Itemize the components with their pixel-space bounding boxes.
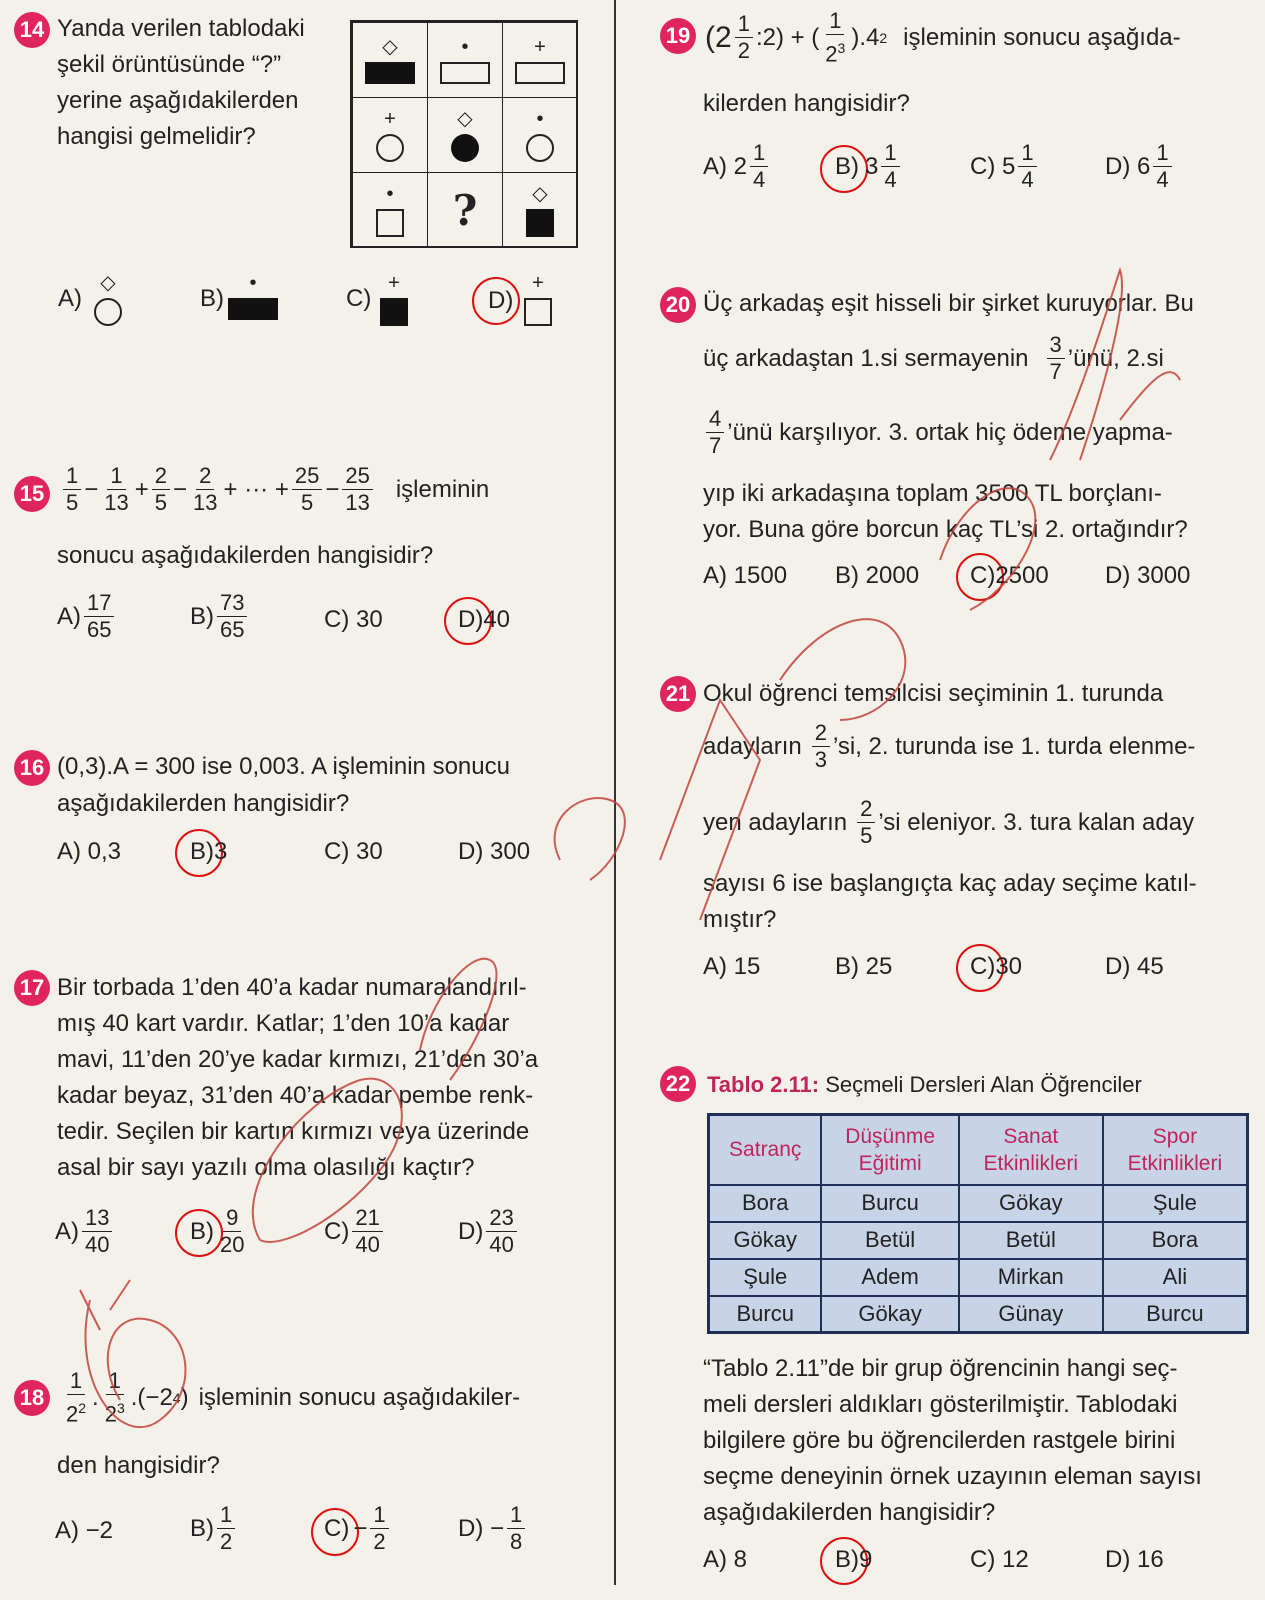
q17-option-d[interactable]: D) $\frac{23}{40}$ — [458, 1205, 520, 1258]
q16-option-a[interactable]: A) 0,3 — [57, 838, 122, 865]
q19-option-c[interactable]: C) 5 $\frac{1}{4}$ — [970, 140, 1040, 193]
q17-option-b[interactable]: B) $\frac{9}{20}$ — [190, 1205, 245, 1257]
q21-option-d[interactable]: D) 45 — [1105, 953, 1164, 980]
question-14-number: 14 — [14, 12, 50, 48]
q21-text-line-5: mıştır? — [703, 906, 777, 933]
question-17-number: 17 — [14, 970, 50, 1006]
q18-option-a[interactable]: A) −2 — [55, 1517, 114, 1544]
grid-cell-1-1 — [352, 22, 428, 98]
q20-text-line-5: yor. Buna göre borcun kaç TL’si 2. ortağındır? — [703, 516, 1188, 543]
q14-text-line-1: Yanda verilen tablodaki — [57, 15, 305, 42]
question-21-number: 21 — [660, 676, 696, 712]
q19-option-a[interactable]: A) 2 $\frac{1}{4}$ — [703, 140, 771, 193]
q20-text-line-2: üç arkadaştan 1.si sermayenin $\frac{3}{7}$ ’ünü, 2.si — [703, 332, 1164, 384]
q14-text-line-4: hangisi gelmelidir? — [57, 123, 256, 150]
q19-expression: (2 $\frac{1}{2}$ :2) + ( $\frac{1}{2^3}$ ).4 2 işleminin sonucu aşağıda- — [705, 8, 1181, 67]
q20-option-d[interactable]: D) 3000 — [1105, 562, 1191, 589]
q22-text-line-3: bilgilere göre bu öğrencilerden rastgele birini — [703, 1427, 1176, 1454]
table-header: Düşünme Eğitimi — [821, 1115, 958, 1185]
q17-text-line-5: tedir. Seçilen bir kartın kırmızı veya üzerinde — [57, 1118, 530, 1145]
grid-cell-3-3 — [502, 172, 578, 248]
q17-text-line-1: Bir torbada 1’den 40’a kadar numaralandırıl- — [57, 974, 527, 1001]
q16-option-c[interactable]: C) 30 — [324, 838, 383, 865]
q18-option-c[interactable]: C) − $\frac{1}{2}$ — [324, 1502, 392, 1555]
q15-expression: $\frac{1}{5}$ − $\frac{1}{13}$ + $\frac{2}{5}$ − $\frac{2}{13}$ + ··· + $\frac{25}{5}$ − $\frac{25}{13}$ işleminin — [60, 463, 489, 516]
q20-option-c[interactable]: C) 2500 — [970, 562, 1049, 589]
q19-option-d[interactable]: D) 6 $\frac{1}{4}$ — [1105, 140, 1175, 193]
question-18-number: 18 — [14, 1380, 50, 1416]
filled-circle-shape — [451, 134, 479, 162]
table-row: Gökay Betül Betül Bora — [709, 1222, 1248, 1259]
filled-square-shape — [380, 298, 408, 326]
q14-option-b-figure — [228, 272, 278, 320]
grid-cell-1-3 — [502, 22, 578, 98]
filled-rectangle-shape — [228, 298, 278, 320]
plus-icon: + — [388, 272, 400, 294]
q22-option-d[interactable]: D) 16 — [1105, 1546, 1164, 1573]
empty-square-shape — [376, 209, 404, 237]
grid-cell-2-2 — [427, 97, 503, 173]
q14-option-d-figure — [524, 272, 552, 326]
table-row: Burcu Gökay Günay Burcu — [709, 1296, 1248, 1333]
q14-option-a-figure — [94, 272, 122, 326]
q20-text-line-3: $\frac{4}{7}$ ’ünü karşılıyor. 3. ortak hiç ödeme yapma- — [703, 406, 1173, 459]
q19-option-b[interactable]: B) 3 $\frac{1}{4}$ — [835, 140, 903, 193]
question-16-number: 16 — [14, 750, 50, 786]
question-19-number: 19 — [660, 18, 696, 54]
q22-elective-table — [707, 1113, 1249, 1334]
q21-option-b[interactable]: B) 25 — [835, 953, 893, 980]
q14-option-c-figure — [380, 272, 408, 326]
q22-text-line-1: “Tablo 2.11”de bir grup öğrencinin hangi seç- — [703, 1355, 1178, 1382]
q21-text-line-3: yen adayların $\frac{2}{5}$ ’si eleniyor. 3. tura kalan aday — [703, 796, 1195, 848]
q14-option-b[interactable]: B) — [200, 285, 224, 312]
q18-text-line-2: den hangisidir? — [57, 1452, 220, 1479]
q14-option-c[interactable]: C) — [346, 285, 372, 312]
q20-text-line-4: yıp iki arkadaşına toplam 3500 TL borçlanı- — [703, 480, 1162, 507]
diamond-icon: ◇ — [100, 272, 116, 294]
q21-text-line-1: Okul öğrenci temsilcisi seçiminin 1. turunda — [703, 680, 1164, 707]
column-divider — [614, 0, 616, 1585]
table-row: Şule Adem Mirkan Ali — [709, 1259, 1248, 1296]
table-row: Bora Burcu Gökay Şule — [709, 1185, 1248, 1222]
empty-rectangle-shape — [515, 62, 565, 84]
q16-option-b[interactable]: B) 3 — [190, 838, 228, 865]
plus-icon: + — [384, 108, 396, 130]
q22-text-line-4: seçme deneyinin örnek uzayının eleman sayısı — [703, 1463, 1202, 1490]
q22-text-line-5: aşağıdakilerden hangisidir? — [703, 1499, 996, 1526]
q15-option-a[interactable]: A) $\frac{17}{65}$ — [57, 590, 117, 643]
q20-text-line-1: Üç arkadaş eşit hisseli bir şirket kuruyorlar. Bu — [703, 290, 1194, 317]
table-header: Satranç — [709, 1115, 822, 1185]
empty-rectangle-shape — [440, 62, 490, 84]
dot-icon: • — [461, 36, 469, 58]
q22-option-a[interactable]: A) 8 — [703, 1546, 748, 1573]
q17-option-a[interactable]: A) $\frac{13}{40}$ — [55, 1205, 115, 1258]
diamond-icon: ◇ — [532, 183, 548, 205]
diamond-icon: ◇ — [457, 108, 473, 130]
q18-option-d[interactable]: D) − $\frac{1}{8}$ — [458, 1502, 528, 1555]
q16-text-line-1: (0,3).A = 300 ise 0,003. A işleminin sonucu — [57, 753, 510, 780]
question-20-number: 20 — [660, 287, 696, 323]
q17-option-c[interactable]: C) $\frac{21}{40}$ — [324, 1205, 386, 1258]
filled-rectangle-shape — [365, 62, 415, 84]
q14-pattern-grid — [350, 20, 578, 248]
q20-option-a[interactable]: A) 1500 — [703, 562, 788, 589]
question-15-number: 15 — [14, 476, 50, 512]
dot-icon: • — [386, 183, 394, 205]
grid-cell-3-1 — [352, 172, 428, 248]
grid-cell-1-2 — [427, 22, 503, 98]
empty-circle-shape — [376, 134, 404, 162]
q21-option-c[interactable]: C) 30 — [970, 953, 1023, 980]
q16-text-line-2: aşağıdakilerden hangisidir? — [57, 790, 350, 817]
q17-text-line-2: mış 40 kart vardır. Katlar; 1’den 10’a kadar — [57, 1010, 510, 1037]
diamond-icon: ◇ — [382, 36, 398, 58]
q20-option-b[interactable]: B) 2000 — [835, 562, 920, 589]
empty-circle-shape — [94, 298, 122, 326]
q19-text-line-2: kilerden hangisidir? — [703, 90, 910, 117]
q15-option-c[interactable]: C) 30 — [324, 606, 383, 633]
q22-text-line-2: meli dersleri aldıkları gösterilmiştir. Tablodaki — [703, 1391, 1178, 1418]
q15-option-b[interactable]: B) $\frac{73}{65}$ — [190, 590, 250, 643]
grid-cell-2-1 — [352, 97, 428, 173]
table-header: Sanat Etkinlikleri — [959, 1115, 1103, 1185]
q21-text-line-4: sayısı 6 ise başlangıçta kaç aday seçime katıl- — [703, 870, 1197, 897]
q16-option-d[interactable]: D) 300 — [458, 838, 531, 865]
q17-text-line-4: kadar beyaz, 31’den 40’a kadar pembe renk- — [57, 1082, 534, 1109]
question-22-number: 22 — [660, 1066, 696, 1102]
q18-expression: $\frac{1}{2^2}$ . $\frac{1}{2^3}$ .(−2 4 ) işleminin sonucu aşağıdakiler- — [66, 1368, 521, 1427]
q15-text-line-2: sonucu aşağıdakilerden hangisidir? — [57, 542, 434, 569]
plus-icon: + — [534, 36, 546, 58]
q22-table-title: Tablo 2.11: Seçmeli Dersleri Alan Öğrenciler — [707, 1072, 1142, 1097]
q17-text-line-6: asal bir sayı yazılı olma olasılığı kaçtır? — [57, 1154, 475, 1181]
q22-option-b[interactable]: B) 9 — [835, 1546, 873, 1573]
filled-square-shape — [526, 209, 554, 237]
q18-option-b[interactable]: B) $\frac{1}{2}$ — [190, 1502, 238, 1555]
q17-text-line-3: mavi, 11’den 20’ye kadar kırmızı, 21’den 30’a — [57, 1046, 539, 1073]
q14-text-line-2: şekil örüntüsünde “?” — [57, 51, 282, 78]
dot-icon: • — [249, 272, 257, 294]
question-mark: ? — [452, 185, 478, 235]
q21-option-a[interactable]: A) 15 — [703, 953, 761, 980]
grid-cell-3-2 — [427, 172, 503, 248]
q15-option-d[interactable]: D) 40 — [458, 606, 511, 633]
q14-option-d[interactable]: D) — [488, 287, 514, 314]
grid-cell-2-3 — [502, 97, 578, 173]
q21-text-line-2: adayların $\frac{2}{3}$ ’si, 2. turunda ise 1. turda elenme- — [703, 720, 1196, 772]
dot-icon: • — [536, 108, 544, 130]
q14-option-a[interactable]: A) — [58, 285, 82, 312]
q14-text-line-3: yerine aşağıdakilerden — [57, 87, 299, 114]
empty-square-shape — [524, 298, 552, 326]
empty-circle-shape — [526, 134, 554, 162]
q22-option-c[interactable]: C) 12 — [970, 1546, 1029, 1573]
plus-icon: + — [532, 272, 544, 294]
table-header: Spor Etkinlikleri — [1103, 1115, 1248, 1185]
